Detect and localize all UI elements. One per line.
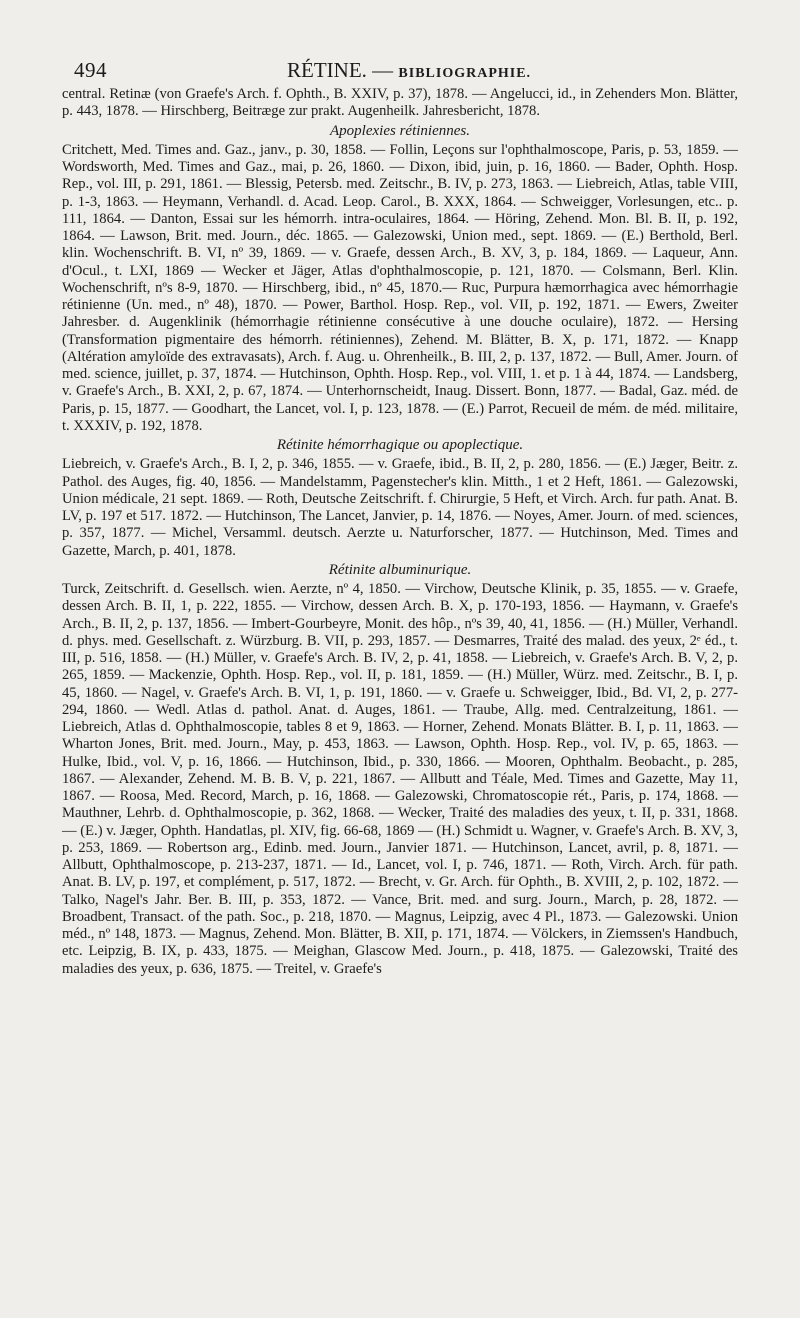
title-main: RÉTINE. — [287, 58, 367, 82]
section-heading-apoplexies: Apoplexies rétiniennes. — [330, 122, 470, 139]
page-number: 494 — [74, 58, 107, 82]
section-heading-retinite-albuminurique: Rétinite albuminurique. — [328, 561, 472, 578]
title-dash: — — [366, 58, 399, 82]
section-heading-retinite-hemorrhagique: Rétinite hémorrhagique ou apoplectique. — [276, 437, 524, 453]
section-text-retinite-albuminurique: Turck, Zeitschrift. d. Gesellsch. wien. Aerzte, nº 4, 1850. — Virchow, Deutsche Klinik, p. 35, 1855. — v. Graefe, dessen Arch. B. II, 1, p. 222, 1855. — Virchow, dessen Arch. B. X, p. 170-193, 1856. — Haymann, v. Graefe's Arch., B. II, 2, p. 137, 1856. — Imbert-Gourbeyre, Monit. des hôp., nºs 39, 40, 41, 1856. — (H.) Müller, Verhandl. d. phys. med. Gesellschaft. z. Würzburg. B. VII, p. 293, 1857. — Desmarres, Traité des malad. des yeux, 2ᵉ éd., t. III, p. 516, 1858. — (H.) Müller, v. Graefe's Arch. B. IV, 2, p. 41, 1858. — Liebreich, v. Graefe's Arch. B. V, 2, p. 265, 1859. — Mackenzie, Ophth. Hosp. Rep., vol. II, p. 181, 1859. — (H.) Müller, Würz. med. Zeitschr., B. I, p. 45, 1860. — Nagel, v. Graefe's Arch. B. VI, 1, p. 191, 1860. — v. Graefe u. Schweigger, Ibid., Bd. VI, 2, p. 277-294, 1860. — Wedl. Atlas d. pathol. Anat. d. Auges, 1861. — Traube, Allg. med. Centralzeitung, 1861. — Liebreich, Atlas d. Ophthalmoscopie, tables 8 et 9, 1863. — Horner, Zehend. Monats Blätter. B. I, p. 11, 1863. — Wharton Jones, Brit. med. Journ., May, p. 453, 1863. — Lawson, Ophth. Hosp. Rep., vol. IV, p. 65, 1863. — Hulke, Ibid., vol. V, p. 16, 1866. — Hutchinson, Ibid., p. 330, 1866. — Mooren, Ophthalm. Beobacht., p. 285, 1867. — Alexander, Zehend. M. B. B. V, p. 221, 1867. — Allbutt and Téale, Med. Times and Gazette, May 11, 1867. — Roosa, Med. Record, March, p. 16, 1868. — Galezowski, Chromatoscopie rét., Paris, p. 174, 1868. — Mauthner, Lehrb. d. Ophthalmoscopie, p. 362, 1868. — Wecker, Traité des maladies des yeux, t. II, p. 331, 1868. — (E.) v. Jæger, Ophth. Handatlas, pl. XIV, fig. 66-68, 1869 — (H.) Schmidt u. Wagner, v. Graefe's Arch. B. XV, 3, p. 253, 1869. — Robertson arg., Edinb. med. Journ., Janvier 1871. — Hutchinson, Lancet, avril, p. 8, 1871. — Allbutt, Ophthalmoscope, p. 213-237, 1871. — Id., Lancet, vol. I, p. 746, 1871. — Roth, Virch. Arch. für path. Anat. B. LV, p. 197, et complément, p. 517, 1872. — Brecht, v. Gr. Arch. für Ophth., B. XVIII, 2, p. 102, 1872. — Talko, Nagel's Jahr. Ber. B. III, p. 353, 1872. — Vance, Brit. med. and surg. Journ., March, p. 28, 1872. — Broadbent, Transact. of the path. Soc., p. 218, 1870. — Magnus, Leipzig, avec 4 Pl., 1873. — Galezowski. Union méd., nº 148, 1873. — Magnus, Zehend. Mon. Blätter, B. XII, p. 171, 1874. — Völckers, in Ziemssen's Handbuch, etc. Leipzig, B. IX, p. 433, 1875. — Meighan, Glascow Med. Journ., p. 418, 1875. — Galezowski, Traité des maladies des yeux, p. 636, 1875. — Treitel, v. Graefe's — [62, 581, 738, 977]
running-header — [62, 50, 738, 86]
section-text-apoplexies: Critchett, Med. Times and. Gaz., janv., p. 30, 1858. — Follin, Leçons sur l'ophthalmoscope, Paris, p. 53, 1859. — Wordsworth, Med. Times and Gaz., mai, p. 26, 1860. — Dixon, ibid, juin, p. 16, 1860. — Bader, Ophth. Hosp. Rep., vol. III, p. 291, 1861. — Blessig, Petersb. med. Zeitschr., B. IV, p. 273, 1863. — Liebreich, Atlas, table VIII, p. 1-3, 1863. — Heymann, Verhandl. d. Acad. Leop. Carol., B. XXX, 1864. — Schweigger, Vorlesungen, etc.. p. 111, 1864. — Danton, Essai sur les hémorrh. intra-oculaires, 1864. — Höring, Zehend. Mon. Bl. B. II, p. 192, 1864. — Lawson, Brit. med. Journ., déc. 1865. — Galezowski, Union med., sept. 1869. — (E.) Berthold, Berl. klin. Wochenschrift. B. VI, nº 39, 1869. — v. Graefe, dessen Arch., B. XV, 3, p. 184, 1869. — Laqueur, Ann. d'Ocul., t. LXI, 1869 — Wecker et Jäger, Atlas d'ophthalmoscopie, p. 121, 1870. — Colsmann, Berl. Klin. Wochenschrift, nºs 8-9, 1870. — Hirschberg, ibid., nº 45, 1870.— Ruc, Purpura hæmorrhagica avec hémorrhagie rétinienne (Un. med., nº 48), 1870. — Power, Barthol. Hosp. Rep., vol. VII, p. 192, 1871. — Ewers, Zweiter Jahresber. d. Augenklinik (hémorrhagie rétinienne consécutive à une douche oculaire), 1872. — Hersing (Transformation pigmentaire des hémorrh. rétiniennes), Zehend. M. Blätter, B. X, p. 171, 1872. — Knapp (Altération amyloïde des extravasats), Arch. f. Aug. u. Ohrenheilk., B. III, 2, p. 137, 1872. — Bull, Amer. Journ. of med. science, juillet, p. 37, 1874. — Hutchinson, Ophth. Hosp. Rep., vol. VIII, 1. et p. 1 à 44, 1874. — Landsberg, v. Graefe's Arch., B. XXI, 2, p. 67, 1874. — Unterhornscheidt, Inaug. Dissert. Bonn, 1877. — Badal, Gaz. méd. de Paris, p. 15, 1877. — Goodhart, the Lancet, vol. I, p. 123, 1878. — (E.) Parrot, Recueil de mém. de méd. militaire, t. XXXIV, p. 192, 1878. — [62, 141, 738, 434]
bibliography-body — [62, 86, 738, 978]
intro-paragraph: central. Retinæ (von Graefe's Arch. f. Ophth., B. XXIV, p. 37), 1878. — Angelucci, id., in Zehenders Mon. Blätter, p. 443, 1878. — Hirschberg, Beitræge zur prakt. Augenheilk. Jahresbericht, 1878. — [62, 86, 738, 120]
page-title — [287, 58, 531, 83]
section-text-retinite-hemorrhagique: Liebreich, v. Graefe's Arch., B. I, 2, p. 346, 1855. — v. Graefe, ibid., B. II, 2, p. 280, 1856. — (E.) Jæger, Beitr. z. Pathol. des Auges, fig. 40, 1856. — Mandelstamm, Pagenstecher's klin. Mitth., 1 et 2 Heft, 1861. — Galezowski, Union médicale, 21 sept. 1869. — Roth, Deutsche Zeitschrift. f. Chirurgie, 5 Heft, et Virch. Arch. fur path. Anat. B. LV, p. 197 et 517. 1872. — Hutchinson, The Lancet, Janvier, p. 14, 1876. — Noyes, Amer. Journ. of med. sciences, p. 357, 1877. — Michel, Versamml. deutsch. Aerzte u. Naturforscher, 1877. — Hutchinson, Med. Times and Gazette, March, p. 401, 1878. — [62, 456, 738, 559]
title-subtitle: BIBLIOGRAPHIE. — [398, 66, 532, 81]
